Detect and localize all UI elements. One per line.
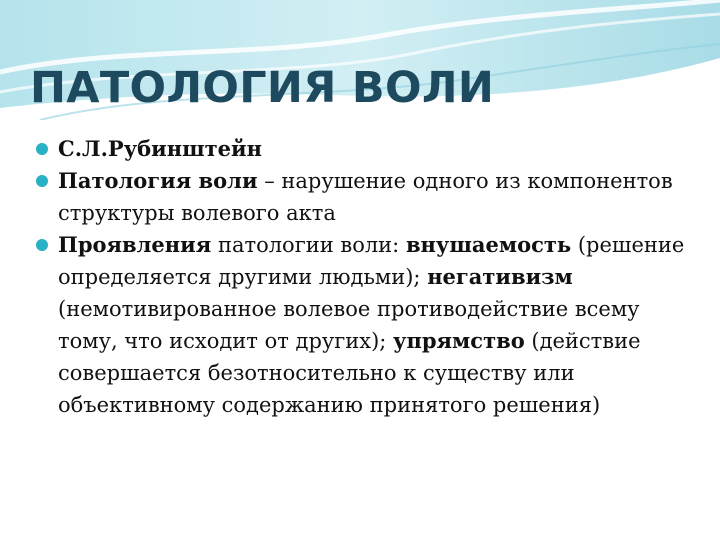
bullet-bold-text: внушаемость — [405, 232, 572, 257]
bullet-text: патологии воли: — [211, 233, 406, 257]
bullet-item — [36, 229, 696, 421]
bullet-bold-text: Патология воли — [58, 168, 258, 193]
bullet-text: (немотивированное волевое противодействие всему тому, что исходит от других); — [58, 297, 640, 353]
slide-title: ПАТОЛОГИЯ ВОЛИ — [30, 63, 495, 113]
bullet-dot-icon — [36, 175, 48, 187]
bullet-dot-icon — [36, 143, 48, 155]
bullet-bold-text: негативизм — [427, 264, 573, 289]
bullet-item — [36, 165, 696, 229]
bullet-text: (решение определяется другими людьми); — [58, 233, 685, 289]
bullet-bold-text: упрямство — [393, 328, 525, 353]
bullet-bold-text: Проявления — [58, 232, 212, 257]
bullet-bold-text: С.Л.Рубинштейн — [58, 136, 262, 161]
bullet-text: (действие совершается безотносительно к существу или объективному содержанию принятого решения) — [58, 329, 641, 417]
bullet-dot-icon — [36, 239, 48, 251]
bullet-list — [36, 133, 696, 421]
bullet-item — [36, 133, 696, 165]
bullet-text: – нарушение одного из компонентов структуры волевого акта — [58, 169, 673, 225]
